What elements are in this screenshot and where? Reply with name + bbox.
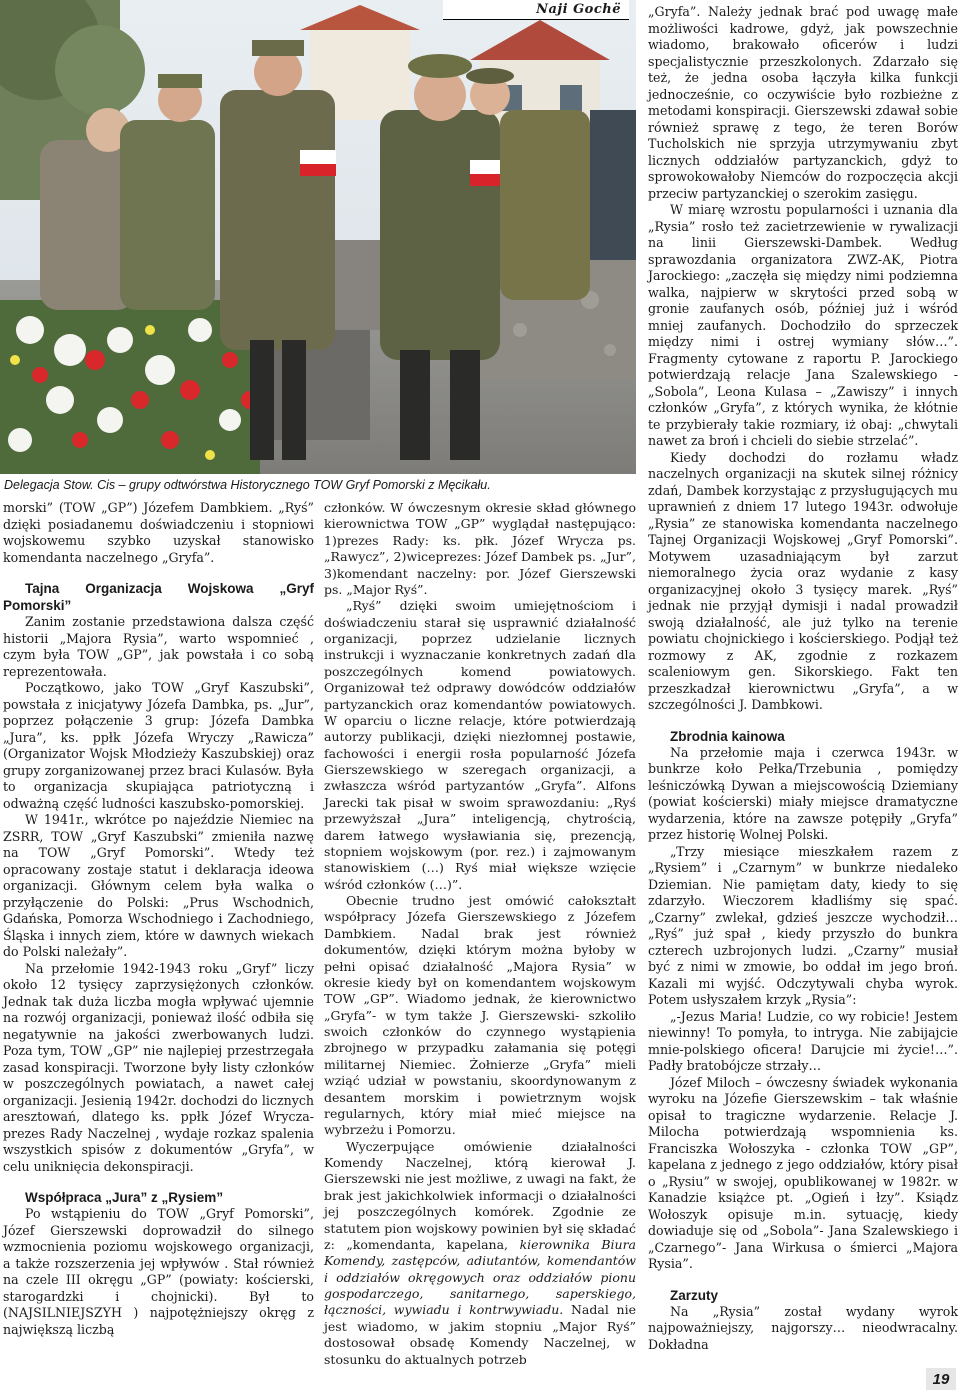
column-1 [3,500,314,1338]
column-3 [648,4,958,1353]
paragraph: Na przełomie maja i czerwca 1943r. w bunkrze koło Pełka/Trzebunia , pomiędzy leśniczówką Dywan a miejscowością Dziemiany (powiat kościerski) miały miejsce dramatyczne wydarzenia, które na zawsze potępiły „Gryfa” przez historię Wolnej Polski. [648,744,958,842]
page-number: 19 [926,1368,956,1390]
section-heading: Współpraca „Jura” z „Rysiem” [25,1190,224,1205]
paragraph: „Trzy miesiące mieszkałem razem z „Rysiem” i „Czarnym” w bunkrze niedaleko Dziemian. Nie pamiętam daty, kiedy to się zdarzyło. Wieczorem kładliśmy się spać. „Czarny” zwlekał, gdzieś jeszcze wychodził… „Ryś” już spał , kiedy przyszło do bunkra czterech uzbrojonych ludzi. „Czarny” musiał być z nimi w zmowie, bo oddał im jego broń. Kazali mi wyjść. Odczytywali chyba wyrok. Potem usłyszałem krzyk „Rysia”: [648,843,958,1007]
paragraph [324,1139,636,1368]
text-run-italic: kierownika Biura Komendy, zastępców, adiutantów, komendantów i oddziałów okręgowych oraz oddziałów pionu gospodarczego, sanitarnego, saperskiego, łączności, wywiadu i kontrwywiadu [324,1236,636,1318]
photo-caption: Delegacja Stow. Cis – grupy odtwórstwa Historycznego TOW Gryf Pomorski z Męcikału. [4,478,491,492]
section-heading: Tajna Organizacja Wojskowa „Gryf Pomorski” [3,581,314,613]
paragraph: „Gryfa”. Należy jednak brać pod uwagę małe możliwości kadrowe, gdyż, jak powszechnie wiadomo, brakowało oficerów i ludzi specjalistycznie przeszkolonych. Zdarzało się też, że jedna osoba łączyła kilka funkcji jednocześnie, co oczywiście było rozbieżne z metodami konspiracji. Gierszewski zdawał sobie również sprawę z tego, że teren Borów Tucholskich nie sprzyja utrzymywaniu zbyt licznych oddziałów partyzanckich, gdyż to sprowokowałoby Niemców do rozpoczęcia akcji przeciw partyzanckiej o szerokim zasięgu. [648,4,958,201]
paragraph: „Ryś” dzięki swoim umiejętnościom i doświadczeniu starał się usprawnić działalność organizacji, poprzez udzielanie licznych instrukcji i wyznaczanie konkretnych zadań dla poszczególnych komend powiatowych. Organizował też odprawy dowódców oddziałów partyzanckich oraz komendantów powiatowych. W oparciu o liczne relacje, które potwierdzają autorzy publikacji, dzięki niezłomnej postawie, fachowości i energii rosła popularność Józefa Gierszewskiego w szeregach organizacji, a zwłaszcza wśród partyzantów „Gryfa”. Alfons Jarecki tak pisał w swoim sprawozdaniu: „Ryś przewyższał „Jura” inteligencją, chytrością, darem łatwego wysławiania się, prezencją, stopniem wojskowym (por. rez.) i zajmowanym stanowiskiem (…) Ryś miał większe wzięcie wśród członków (…)”. [324,598,636,892]
paragraph: Początkowo, jako TOW „Gryf Kaszubski”, powstała z inicjatywy Józefa Dambka, ps. „Jur”, poprzez połączenie 3 grup: Józefa Dambka „Jura”, ks. ppłk Józefa Wryczy „Rawicza” (Organizator Wojsk Młodzieży Kaszubskiej) oraz grupy zorganizowanej przez braci Kulasów. Była to organizacja skupiająca patriotyczną i odważną część ludności kaszubsko-pomorskiej. [3,680,314,811]
paragraph: W miarę wzrostu popularności i uznania dla „Rysia” rosło też zacietrzewienie w rywalizacji na linii Gierszewski-Dambek. Według sprawozdania organizatora ZWZ-AK, Piotra Jarockiego: „zaczęła się między nimi podziemna walka, najpierw w skrytości przed sobą w gronie zaufanych osób, później już i wśród mniej zaufanych. Dochodziło do sprzeczek między nimi i ostrej wymiany słów…”. Fragmenty cytowane z raportu P. Jarockiego potwierdzają relacje Jana Szalewskiego - „Sobola”, Leona Kulasa – „Zawiszy” i innych członków „Gryfa”, z których wynika, że kłótnie te przybierały takie rozmiary, iż obaj: „chwytali nawet za broń i chcieli do siebie strzelać”. [648,202,958,448]
text-run: Wyczerpujące omówienie działalności Komendy Naczelnej, którą kierował J. Gierszewski nie jest możliwe, z uwagi na fakt, że brak jest jakichkolwiek informacji o działalności jej poszczególnych komórek. Zgodnie ze statutem pion wojskowy powinien był się składać z: „komendanta, kapelana, [324,1138,636,1252]
photo-delegation [0,0,636,474]
paragraph: Kiedy dochodzi do rozłamu władz naczelnych organizacji na skutek silnej różnicy zdań, Dambek korzystając z przysługujących mu uprawnień z dniem 17 lutego 1943r. odwołuje „Rysia” ze stanowiska komendanta naczelnego Tajnej Organizacji Wojskowej „Gryf Pomorski”. Motywem uzasadniającym był zarzut niemoralnego życia oraz wydanie z kasy organizacyjnej około 3 tysięcy marek. „Ryś” jednak nie przyjął dymisji i nadal prowadził swoją działalność, ale już tylko na terenie powiatu chojnickiego i kościerskiego. Podjął też rozmowy z AK, zgodnie z rozkazem scaleniowym gen. Sikorskiego. Fakt ten przeszkadzał kierownictwu „Gryfa”, a w szczególności J. Dambkowi. [648,449,958,712]
paragraph: morski” (TOW „GP”) Józefem Dambkiem. „Ryś” dzięki posiadanemu doświadczeniu i stopniowi wojskowemu szybko uzyskał stanowisko komendanta naczelnego „Gryfa”. [3,500,314,565]
paragraph: Józef Miloch – ówczesny świadek wykonania wyroku na Józefie Gierszewskim – tak właśnie opisał to tragiczne wydarzenie. Relacje J. Milocha potwierdzają wspomnienia ks. Franciszka Wołoszyka - członka TOW „GP”, kapelana z jednego z jego oddziałów, który pisał o „Rysiu” w swojej, opublikowanej w 1982r. w Kanadzie książce pt. „Ogień i łzy”. Ksiądz Wołoszyk opisuje m.in. sytuację, kiedy dowiaduje się od „Sobola”- Jana Szalewskiego i „Czarnego”- Jana Wirkusa o śmierci „Majora Rysia”. [648,1074,958,1271]
column-2 [324,500,636,1368]
running-head: Naji Gochë [443,0,629,20]
paragraph: W 1941r., wkrótce po najeździe Niemiec na ZSRR, TOW „Gryf Kaszubski” zmieniła nazwę na TOW „Gryf Pomorski”. Wtedy też opracowany zostaje statut i deklaracja ideowa organizacji. Głównym celem była walka o przyłączenie do Polski: „Prus Wschodnich, Gdańska, Pomorza Wschodniego i Zachodniego, Śląska i innych ziem, które w dawnych wiekach do Polski należały”. [3,812,314,959]
section-heading: Zbrodnia kainowa [670,728,785,744]
text-run: . Nadal nie jest wiadomo, w jakim stopniu „Major Ryś” dostosował obsadę Komendy Naczelnej, w stosunku do aktualnych potrzeb [324,1302,636,1367]
paragraph: Po wstąpieniu do TOW „Gryf Pomorski”, Józef Gierszewski doprowadził do silnego wzmocnienia poziomu wojskowego organizacji, a także rozszerzenia jej wpływów . Stał również na czele III okręgu „GP” (powiaty: kościerski, starogardzki i chojnicki). Był to (NAJSILNIEJSZYH ) najpotężniejszy okręg z największą liczbą [3,1206,314,1337]
paragraph: Obecnie trudno jest omówić całokształt współpracy Józefa Gierszewskiego z Józefem Dambkiem. Nadal brak jest również dokumentów, dzięki którym można byłoby w pełni opisać działalność „Majora Rysia” w okresie kiedy był on komendantem wojskowym TOW „GP”. Wiadomo jednak, że kierownictwo „Gryfa”- w tym także J. Gierszewski- szkoliło swoich członków do czynnego wystąpienia zbrojnego w przypadku załamania się potęgi militarnej Niemiec. Żołnierze „Gryfa” mieli wziąć udział w powstaniu, skoordynowanym z desantem morskim i powietrznym wojsk regularnych, który miał mieć miejsce na wybrzeżu i Pomorzu. [324,893,636,1138]
paragraph: członków. W ówczesnym okresie skład głównego kierownictwa TOW „GP” wyglądał następująco: 1)prezes Rady: ks. płk. Józef Wrycza ps. „Rawycz”, 2)wiceprezes: Józef Dambek ps. „Jur”, 3)komendant naczelny: por. Józef Gierszewski ps. „Major Ryś”. [324,500,636,597]
paragraph: Zanim zostanie przedstawiona dalsza część historii „Majora Rysia”, warto wspomnieć , czym była TOW „GP”, jak powstała i co sobą reprezentowała. [3,614,314,679]
paragraph: Na „Rysia” został wydany wyrok najpoważniejszy, najgorszy… nieodwracalny. Dokładna [648,1303,958,1352]
paragraph: Na przełomie 1942-1943 roku „Gryf” liczy około 12 tysięcy zaprzysiężonych członków. Jednak tak duża liczba mogła wpływać ujemnie na rozwój organizacji, ponieważ ilość odbiła się negatywnie na jakości zwerbowanych ludzi. Poza tym, TOW „GP” nie najlepiej przestrzegała zasad konspiracji. Tworzone były listy członków w poszczególnych powiatach, a nawet całej organizacji. Jesienią 1942r. dochodzi do licznych aresztowań, dlatego ks. ppłk Józef Wrycza- prezes Rady Naczelnej , wydaje rozkaz spalenia wszystkich spisów z dokumentów „Gryfa”, w celu uniknięcia dekonspiracji. [3,960,314,1174]
paragraph: „-Jezus Maria! Ludzie, co wy robicie! Jestem niewinny! To pomyła, to intryga. Nie zabijajcie mnie-polskiego oficera! Darujcie mi życie!…”. Padły bratobójcze strzały… [648,1008,958,1073]
section-heading: Zarzuty [670,1287,719,1303]
